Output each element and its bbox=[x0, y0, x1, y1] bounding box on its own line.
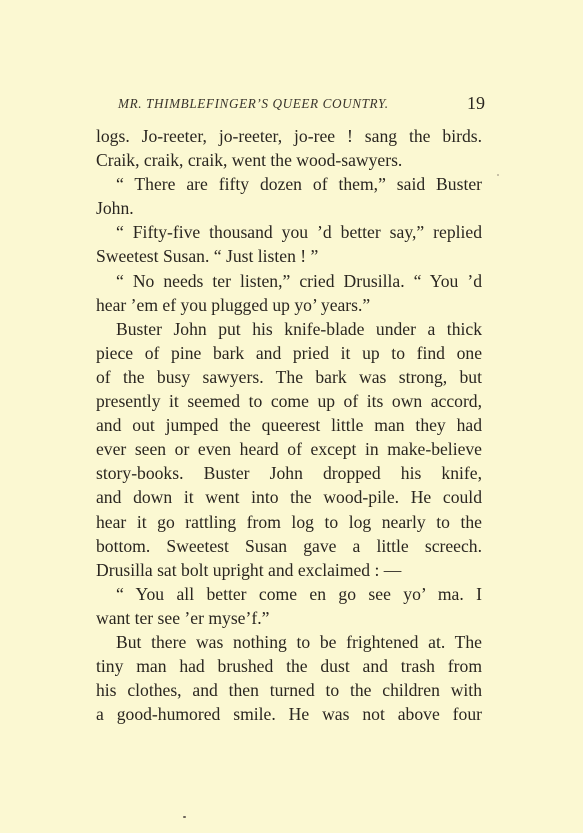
text-line: hear ’em ef you plugged up yo’ years.” bbox=[96, 294, 371, 315]
text-line: “ You all better come en go see yo’ ma. I bbox=[116, 583, 482, 604]
text-line: Sweetest Susan. “ Just listen ! ” bbox=[96, 246, 319, 267]
text-line: presently it seemed to come up of its own accord, bbox=[96, 391, 482, 412]
text-line: “ No needs ter listen,” cried Drusilla. “ You ’d bbox=[116, 270, 482, 291]
text-line: want ter see ’er myse’f.” bbox=[96, 607, 270, 628]
text-line: “ There are fifty dozen of them,” said Buster bbox=[116, 174, 482, 195]
text-line: piece of pine bark and pried it up to find one bbox=[96, 342, 482, 363]
text-line: and out jumped the queerest little man they had bbox=[96, 415, 482, 436]
page-number: 19 bbox=[467, 93, 485, 113]
text-line: bottom. Sweetest Susan gave a little screech. bbox=[96, 535, 482, 556]
text-line: ever seen or even heard of except in make-believe bbox=[96, 439, 482, 460]
text-line: tiny man had brushed the dust and trash from bbox=[96, 656, 482, 677]
paper-speck bbox=[183, 816, 186, 818]
text-line: and down it went into the wood-pile. He could bbox=[96, 487, 482, 508]
text-line: hear it go rattling from log to log nearly to the bbox=[96, 511, 482, 532]
text-line: John. bbox=[96, 198, 134, 219]
text-line: logs. Jo-reeter, jo-reeter, jo-ree ! sang the birds. bbox=[96, 126, 482, 146]
running-title: MR. THIMBLEFINGER’S QUEER COUNTRY. bbox=[118, 96, 389, 111]
text-line: a good-humored smile. He was not above four bbox=[96, 704, 482, 725]
text-line: But there was nothing to be frightened at. The bbox=[116, 631, 482, 652]
text-line: story-books. Buster John dropped his knife, bbox=[96, 463, 482, 484]
body-text bbox=[96, 124, 482, 726]
text-line: Buster John put his knife-blade under a thick bbox=[116, 318, 482, 339]
paper-speck bbox=[497, 174, 499, 176]
text-line: of the busy sawyers. The bark was strong, but bbox=[96, 366, 482, 387]
running-head bbox=[96, 94, 488, 118]
text-line: his clothes, and then turned to the children with bbox=[96, 680, 482, 701]
text-line: Drusilla sat bolt upright and exclaimed : — bbox=[96, 559, 402, 580]
text-line: “ Fifty-five thousand you ’d better say,” replied bbox=[116, 222, 482, 243]
text-line: Craik, craik, craik, went the wood-sawyers. bbox=[96, 150, 403, 171]
